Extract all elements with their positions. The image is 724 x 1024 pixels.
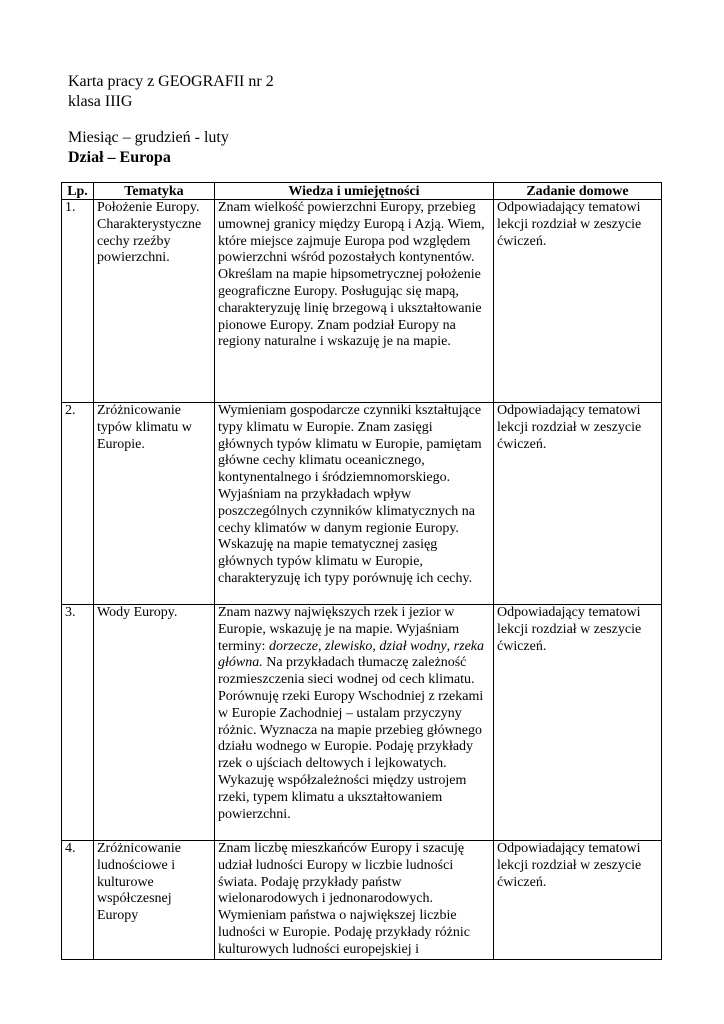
row-number: 3. <box>62 605 94 841</box>
row-homework: Odpowiadający tematowi lekcji rozdział w zeszycie ćwiczeń. <box>494 403 662 605</box>
column-header-knowledge: Wiedza i umiejętności <box>215 183 494 200</box>
class-label: klasa IIIG <box>68 93 133 110</box>
section-label: Dział – Europa <box>68 149 171 166</box>
row-homework: Odpowiadający tematowi lekcji rozdział w zeszycie ćwiczeń. <box>494 841 662 960</box>
row-knowledge <box>215 605 494 841</box>
knowledge-text: Znam liczbę mieszkańców Europy i szacuję udział ludności Europy w liczbie ludności świata. Podaję przykłady państw wielonarodowych i jednonarodowych. Wymieniam państwa o największej liczbie ludności w Europie. Podaję przykłady różnic kulturowych ludności europejskiej i <box>218 841 470 957</box>
worksheet-title: Karta pracy z GEOGRAFII nr 2 <box>68 73 274 90</box>
row-number: 1. <box>62 200 94 403</box>
knowledge-text: , <box>317 638 325 654</box>
row-homework: Odpowiadający tematowi lekcji rozdział w zeszycie ćwiczeń. <box>494 605 662 841</box>
table-row <box>62 841 662 960</box>
row-topic: Zróżnicowanie ludnościowe i kulturowe współczesnej Europy <box>94 841 215 960</box>
table-row <box>62 200 662 403</box>
column-header-lp: Lp. <box>62 183 94 200</box>
row-topic: Wody Europy. <box>94 605 215 841</box>
knowledge-term: dorzecze <box>268 638 318 654</box>
row-topic: Zróżnicowanie typów klimatu w Europie. <box>94 403 215 605</box>
month-label: Miesiąc – grudzień - luty <box>68 129 229 146</box>
column-header-topic: Tematyka <box>94 183 215 200</box>
table-row <box>62 403 662 605</box>
row-knowledge <box>215 403 494 605</box>
knowledge-text: , <box>372 638 380 654</box>
knowledge-text: Znam wielkość powierzchni Europy, przebieg umownej granicy między Europą i Azją. Wiem, które miejsce zajmuje Europa pod względem powierzchni wśród pozostałych kontynentów. Określam na mapie hipsometrycznej położenie geograficzne Europy. Posługując się mapą, charakteryzuję linię brzegową i ukształtowanie pionowe Europy. Znam podział Europy na regiony naturalne i wskazuję je na mapie. <box>218 200 485 350</box>
row-homework: Odpowiadający tematowi lekcji rozdział w zeszycie ćwiczeń. <box>494 200 662 403</box>
table-row <box>62 605 662 841</box>
row-knowledge <box>215 200 494 403</box>
knowledge-term: dział wodny <box>379 638 447 654</box>
table-header-row <box>62 183 662 200</box>
column-header-homework: Zadanie domowe <box>494 183 662 200</box>
row-number: 2. <box>62 403 94 605</box>
row-topic: Położenie Europy. Charakterystyczne cechy rzeźby powierzchni. <box>94 200 215 403</box>
row-number: 4. <box>62 841 94 960</box>
knowledge-text: , <box>446 638 454 654</box>
knowledge-term: rzeka główna. <box>218 638 484 671</box>
knowledge-text: Znam nazwy największych rzek i jezior w Europie, wskazuję je na mapie. Wyjaśniam terminy: <box>218 605 460 654</box>
knowledge-term: zlewisko <box>324 638 373 654</box>
curriculum-table <box>61 182 662 960</box>
knowledge-text: Na przykładach tłumaczę zależność rozmieszczenia sieci wodnej od cech klimatu. Porównuję rzeki Europy Wschodniej z rzekami w Europie Zachodniej – ustalam przyczyny różnic. Wyznacza na mapie przebieg głównego działu wodnego w Europie. Podaję przykłady rzek o ujściach deltowych i lejkowatych. Wykazuję współzależności między ustrojem rzeki, typem klimatu a ukształtowaniem powierzchni. <box>218 655 484 822</box>
row-knowledge <box>215 841 494 960</box>
table-body <box>62 200 662 960</box>
knowledge-text: Wymieniam gospodarcze czynniki kształtujące typy klimatu w Europie. Znam zasięgi głównych typów klimatu w Europie, pamiętam główne cechy klimatu oceanicznego, kontynentalnego i śródziemnomorskiego. Wyjaśniam na przykładach wpływ poszczególnych czynników klimatycznych na cechy klimatów w danym regionie Europy. Wskazuję na mapie tematycznej zasięg głównych typów klimatu w Europie, charakteryzuję ich typy porównuję ich cechy. <box>218 403 482 586</box>
